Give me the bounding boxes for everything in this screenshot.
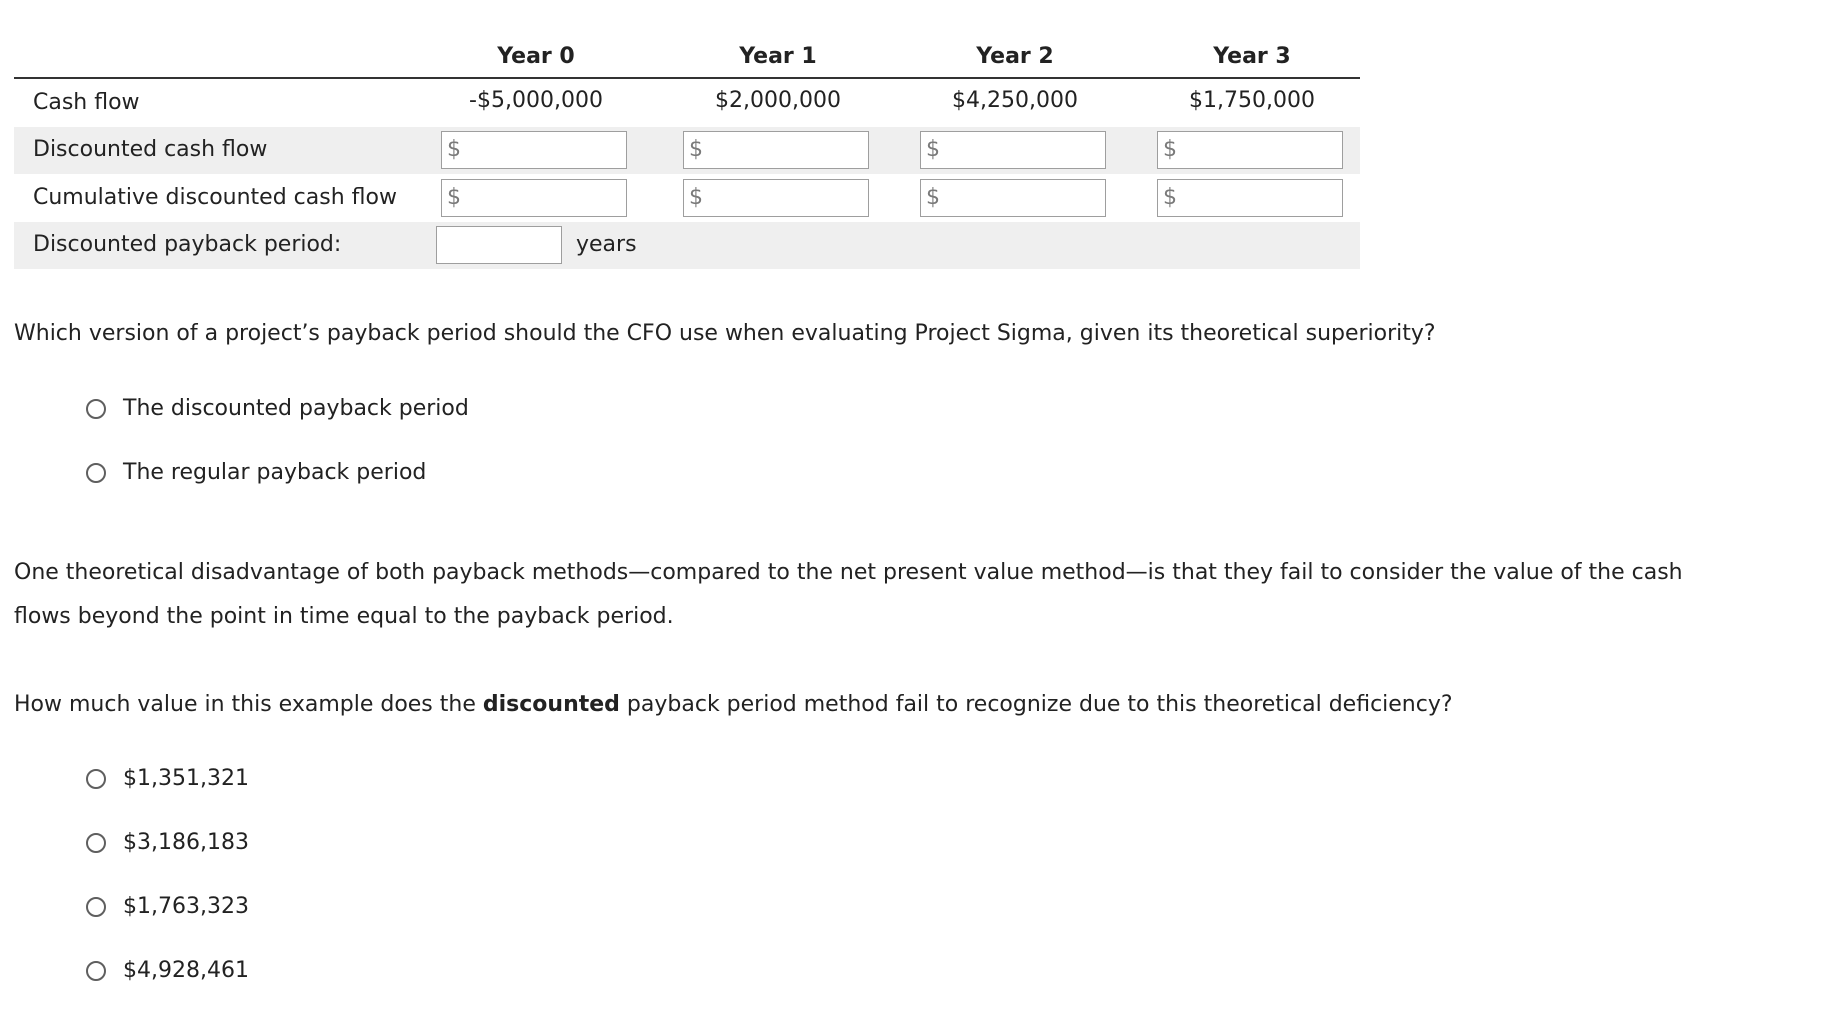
cumulative-cash-flow-year-2-input[interactable] <box>945 182 1099 214</box>
radio-button-icon[interactable] <box>86 961 106 981</box>
cash-flow-year-2: $4,250,000 <box>952 88 1078 113</box>
discounted-cash-flow-year-2-field[interactable] <box>920 131 1106 169</box>
discounted-payback-period-input[interactable] <box>436 226 562 264</box>
option-label: The discounted payback period <box>123 396 469 421</box>
question-2-option-3[interactable] <box>86 891 249 923</box>
option-label: The regular payback period <box>123 460 427 485</box>
radio-button-icon[interactable] <box>86 769 106 789</box>
info-text-line-2: flows beyond the point in time equal to the payback period. <box>14 604 674 629</box>
header-year-3: Year 3 <box>1213 44 1291 69</box>
discounted-cash-flow-year-1-field[interactable] <box>683 131 869 169</box>
cumulative-cash-flow-year-0-field[interactable] <box>441 179 627 217</box>
header-year-2: Year 2 <box>976 44 1054 69</box>
cumulative-cash-flow-year-1-field[interactable] <box>683 179 869 217</box>
row-label-discounted-payback-period: Discounted payback period: <box>33 232 342 257</box>
cumulative-cash-flow-year-0-input[interactable] <box>466 182 620 214</box>
cumulative-cash-flow-year-3-input[interactable] <box>1182 182 1336 214</box>
info-text-line-1: One theoretical disadvantage of both payback methods—compared to the net present value method—is that they fail to consider the value of the cash <box>14 560 1683 585</box>
dollar-prefix: $ <box>447 185 461 210</box>
question-1-option-discounted[interactable] <box>86 393 469 425</box>
cash-flow-year-3: $1,750,000 <box>1189 88 1315 113</box>
question-2-text-emphasis: discounted <box>482 692 620 717</box>
question-2-option-2[interactable] <box>86 827 249 859</box>
dollar-prefix: $ <box>689 137 703 162</box>
row-label-cash-flow: Cash flow <box>33 90 140 115</box>
cumulative-cash-flow-year-2-field[interactable] <box>920 179 1106 217</box>
header-year-1: Year 1 <box>739 44 817 69</box>
discounted-cash-flow-year-3-input[interactable] <box>1182 134 1336 166</box>
dollar-prefix: $ <box>1163 137 1177 162</box>
radio-button-icon[interactable] <box>86 833 106 853</box>
radio-button-icon[interactable] <box>86 463 106 483</box>
radio-button-icon[interactable] <box>86 897 106 917</box>
payback-unit-label: years <box>576 232 637 257</box>
question-2-text-after: payback period method fail to recognize due to this theoretical deficiency? <box>619 692 1453 717</box>
discounted-cash-flow-year-2-input[interactable] <box>945 134 1099 166</box>
row-label-discounted-cash-flow: Discounted cash flow <box>33 137 268 162</box>
dollar-prefix: $ <box>689 185 703 210</box>
dollar-prefix: $ <box>926 137 940 162</box>
question-2-option-4[interactable] <box>86 955 249 987</box>
discounted-cash-flow-year-0-input[interactable] <box>466 134 620 166</box>
question-2-text <box>14 683 1453 727</box>
radio-button-icon[interactable] <box>86 399 106 419</box>
option-label: $1,351,321 <box>123 766 249 791</box>
question-1-text: Which version of a project’s payback period should the CFO use when evaluating Project Sigma, given its theoretical superiority? <box>14 321 1436 346</box>
question-2-option-1[interactable] <box>86 763 249 795</box>
dollar-prefix: $ <box>1163 185 1177 210</box>
option-label: $1,763,323 <box>123 894 249 919</box>
dollar-prefix: $ <box>926 185 940 210</box>
row-label-cumulative-discounted-cash-flow: Cumulative discounted cash flow <box>33 185 397 210</box>
cash-flow-year-1: $2,000,000 <box>715 88 841 113</box>
question-1-option-regular[interactable] <box>86 457 426 489</box>
header-year-0: Year 0 <box>497 44 575 69</box>
dollar-prefix: $ <box>447 137 461 162</box>
cumulative-cash-flow-year-3-field[interactable] <box>1157 179 1343 217</box>
cumulative-cash-flow-year-1-input[interactable] <box>708 182 862 214</box>
option-label: $3,186,183 <box>123 830 249 855</box>
discounted-cash-flow-year-1-input[interactable] <box>708 134 862 166</box>
question-2-text-before: How much value in this example does the <box>14 692 483 717</box>
discounted-cash-flow-year-3-field[interactable] <box>1157 131 1343 169</box>
option-label: $4,928,461 <box>123 958 249 983</box>
header-divider <box>14 77 1360 79</box>
discounted-cash-flow-year-0-field[interactable] <box>441 131 627 169</box>
cash-flow-year-0: -$5,000,000 <box>469 88 603 113</box>
